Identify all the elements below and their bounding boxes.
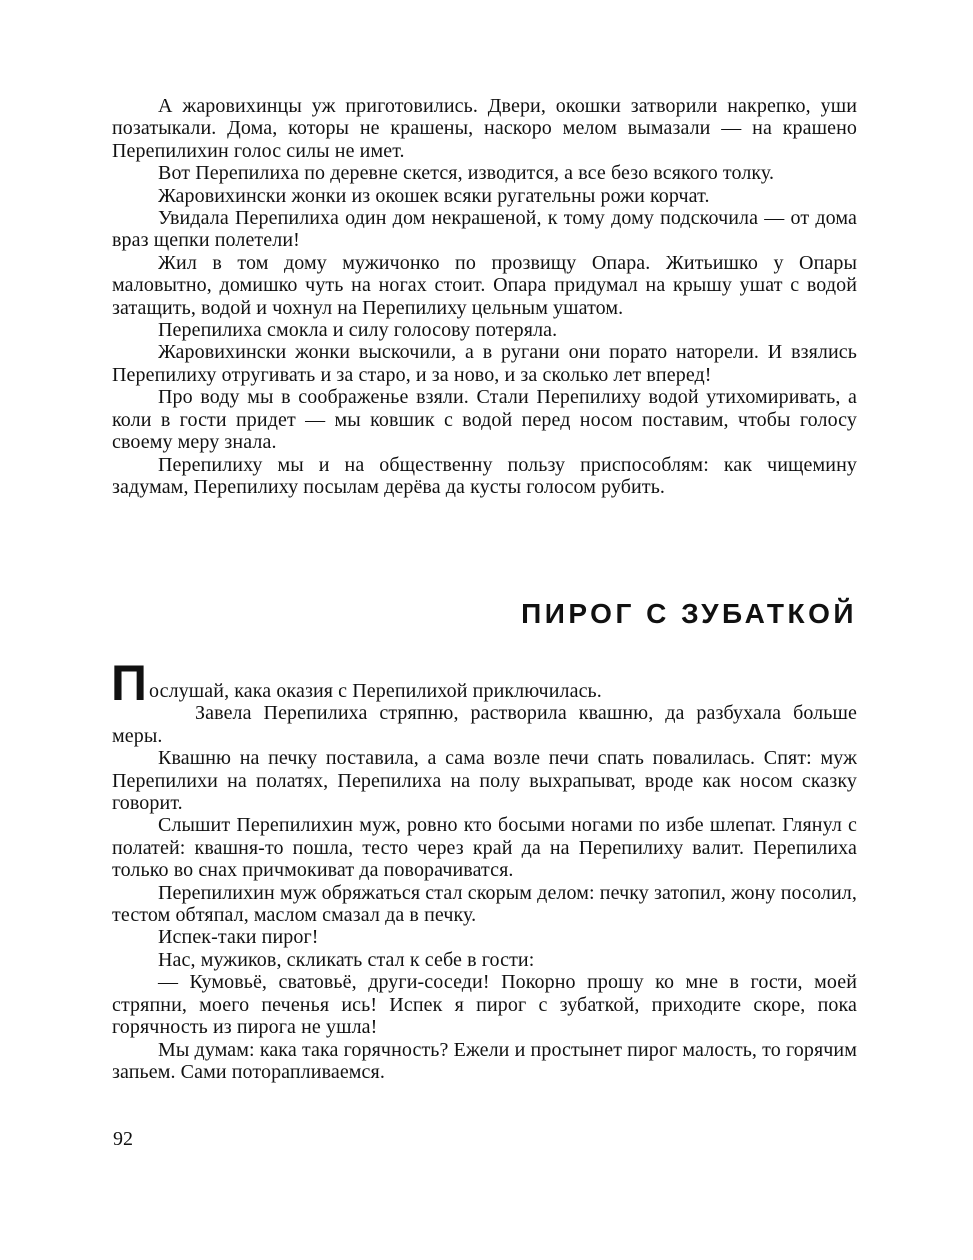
section-2-text: [111, 655, 857, 1083]
page-number: 92: [113, 1128, 133, 1150]
paragraph: Перепилиха смокла и силу голосову потеряла.: [158, 319, 558, 342]
chapter-title: ПИРОГ С ЗУБАТКОЙ: [521, 598, 857, 629]
opening-line: ослушай, кака оказия с Перепилихой приключилась.: [149, 680, 602, 702]
paragraph: Жаровихински жонки выскочили, а в ругани они порато наторели. И взялись Перепилиху отругивать и за старо, и за ново, и за сколько лет вперед!: [112, 341, 857, 386]
section-1-text: [112, 95, 857, 498]
drop-cap: П: [111, 655, 148, 711]
paragraph: Слышит Перепилихин муж, ровно кто босыми ногами по избе шлепат. Глянул с полатей: квашня-то пошла, тесто через край да на Перепилиху валит. Перепилиха только во снах причмокиват да поворачиватся.: [112, 814, 857, 882]
paragraph: Жаровихински жонки из окошек всяки ругательны рожи корчат.: [158, 184, 710, 207]
paragraph: Перепилихин муж обряжаться стал скорым делом: печку затопил, жону посолил, тестом обтяпал, маслом смазал да в печку.: [112, 881, 857, 927]
paragraph: Нас, мужиков, скликать стал к себе в гости:: [158, 948, 535, 971]
paragraph: Увидала Перепилиха один дом некрашеной, к тому дому подскочила — от дома враз щепки полетели!: [112, 207, 857, 252]
paragraph: — Кумовьё, сватовьё, други-соседи! Покорно прошу ко мне в гости, моей стряпни, моего печенья ись! Испек я пирог с зубаткой, приходите скоре, пока горячность из пирога не ушла!: [112, 971, 857, 1039]
paragraph: А жаровихинцы уж приготовились. Двери, окошки затворили накрепко, уши позатыкали. Дома, которы не крашены, наскоро мелом вымазали — на крашено Перепилихин голос силы не имет.: [112, 95, 857, 162]
paragraph: Про воду мы в соображенье взяли. Стали Перепилиху водой утихомиривать, а коли в гости придет — мы ковшик с водой перед носом поставим, чтобы голосу своему меру знала.: [112, 386, 857, 454]
paragraph: Жил в том дому мужичонко по прозвищу Опара. Житьишко у Опары маловытно, домишко чуть на ногах стоит. Опара придумал на крышу ушат с водой затащить, водой и чохнул на Перепилиху цельным ушатом.: [112, 251, 857, 319]
paragraph: Мы думам: кака така горячность? Ежели и простынет пирог малость, то горячим запьем. Сами поторапливаемся.: [112, 1038, 857, 1083]
paragraph: Завела Перепилиха стряпню, растворила квашню, да разбухала больше меры.: [112, 702, 857, 747]
paragraph: Вот Перепилиха по деревне скется, изводится, а все безо всякого толку.: [158, 162, 775, 185]
opening-paragraph: [111, 655, 857, 711]
paragraph: Перепилиху мы и на общественну пользу приспособлям: как чищемину задумам, Перепилиху посылам дерёва да кусты голосом рубить.: [112, 453, 857, 498]
paragraph: Квашню на печку поставила, а сама возле печи спать повалилась. Спят: муж Перепилихи на полатях, Перепилиха на полу выхрапыват, вроде как носом сказку говорит.: [112, 747, 857, 815]
paragraph: Испек-таки пирог!: [158, 926, 319, 949]
